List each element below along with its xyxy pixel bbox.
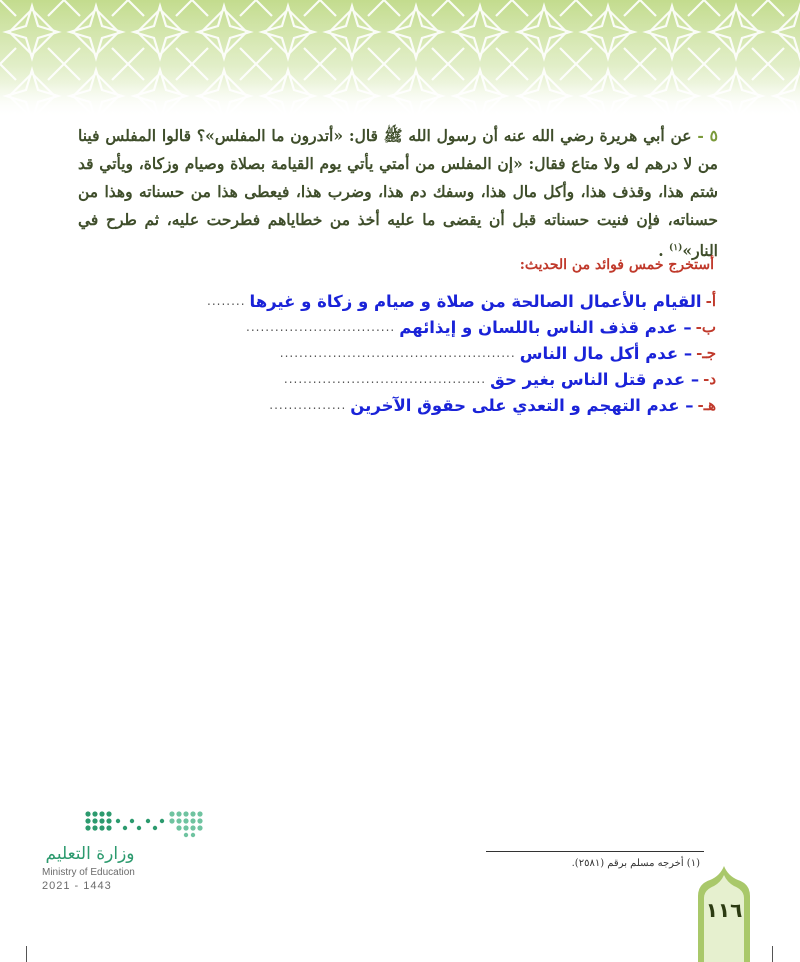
answer-text: – عدم أكل مال الناس <box>519 343 693 363</box>
footnote-ref: (١) <box>669 243 683 253</box>
answer-line <box>76 314 716 340</box>
logo-dots-icon <box>84 808 220 842</box>
logo-arabic-text: وزارة التعليم <box>45 844 135 864</box>
answer-text: – عدم التهجم و التعدي على حقوق الآخرين <box>350 395 694 415</box>
answer-dots: ............................... <box>246 320 396 334</box>
footnote: (١) أخرجه مسلم برقم (٢٥٨١). <box>571 858 700 869</box>
answer-letter: د- <box>703 370 716 388</box>
answer-dots: ................ <box>269 398 347 412</box>
header-pattern <box>0 0 800 118</box>
answer-dots: ........ <box>207 294 246 308</box>
hadith-paragraph: ٥ - عن أبي هريرة رضي الله عنه أن رسول الله ﷺ قال: «أتدرون ما المفلس»؟ قالوا المفلس فينا من لا درهم له ولا متاع فقال: «إن المفلس من أمتي يأتي يوم القيامة بصلاة وصيام وزكاة، ويأتي قد شتم هذا، وقذف هذا، وأكل مال هذا، وسفك دم هذا، وضرب هذا، فيعطى هذا من حسناته وهذا من حسناته، فإن فنيت حسناته قبل أن يقضى ما عليه أخذ من خطاياهم فطرحت عليه، ثم طرح في النار»$^{(١)}$ . <box>78 126 718 261</box>
hadith-number: ٥ - <box>697 126 718 145</box>
answer-letter: هـ- <box>697 396 716 414</box>
logo-years: 2021 - 1443 <box>42 880 112 892</box>
answer-letter: جـ- <box>696 344 716 362</box>
answer-dots: .......................................... <box>283 372 487 386</box>
crop-mark <box>772 946 773 962</box>
answer-line <box>76 288 716 314</box>
answer-dots: ................................................. <box>279 346 516 360</box>
crop-mark <box>26 946 27 962</box>
answers-list <box>76 288 716 418</box>
logo-english-text: Ministry of Education <box>42 867 135 878</box>
answer-line <box>76 340 716 366</box>
answer-line <box>76 392 716 418</box>
answer-text: – عدم قذف الناس باللسان و إيذائهم <box>399 317 692 337</box>
hadith-text: عن أبي هريرة رضي الله عنه أن رسول الله ﷺ قال: «أتدرون ما المفلس»؟ قالوا المفلس فينا من لا درهم له ولا متاع فقال: «إن المفلس من أمتي يأتي يوم القيامة بصلاة وصيام وزكاة، ويأتي قد شتم هذا، وقذف هذا، وأكل مال هذا، وسفك دم هذا، وضرب هذا، فيعطى هذا من حسناته وهذا من حسناته، فإن فنيت حسناته قبل أن يقضى ما عليه أخذ من خطاياهم فطرحت عليه، ثم طرح في النار» <box>78 126 718 261</box>
answer-line <box>76 366 716 392</box>
answer-text: القيام بالأعمال الصالحة من صلاة و صيام و زكاة و غيرها <box>249 291 702 311</box>
footnote-divider <box>486 851 704 852</box>
answer-letter: ب- <box>695 318 716 336</box>
ministry-logo <box>40 808 200 898</box>
answer-text: – عدم قتل الناس بغير حق <box>490 369 700 389</box>
answer-letter: أ- <box>705 292 716 310</box>
page-number: ١١٦ <box>705 898 743 922</box>
task-heading: أستخرج خمس فوائد من الحديث: <box>519 257 714 273</box>
